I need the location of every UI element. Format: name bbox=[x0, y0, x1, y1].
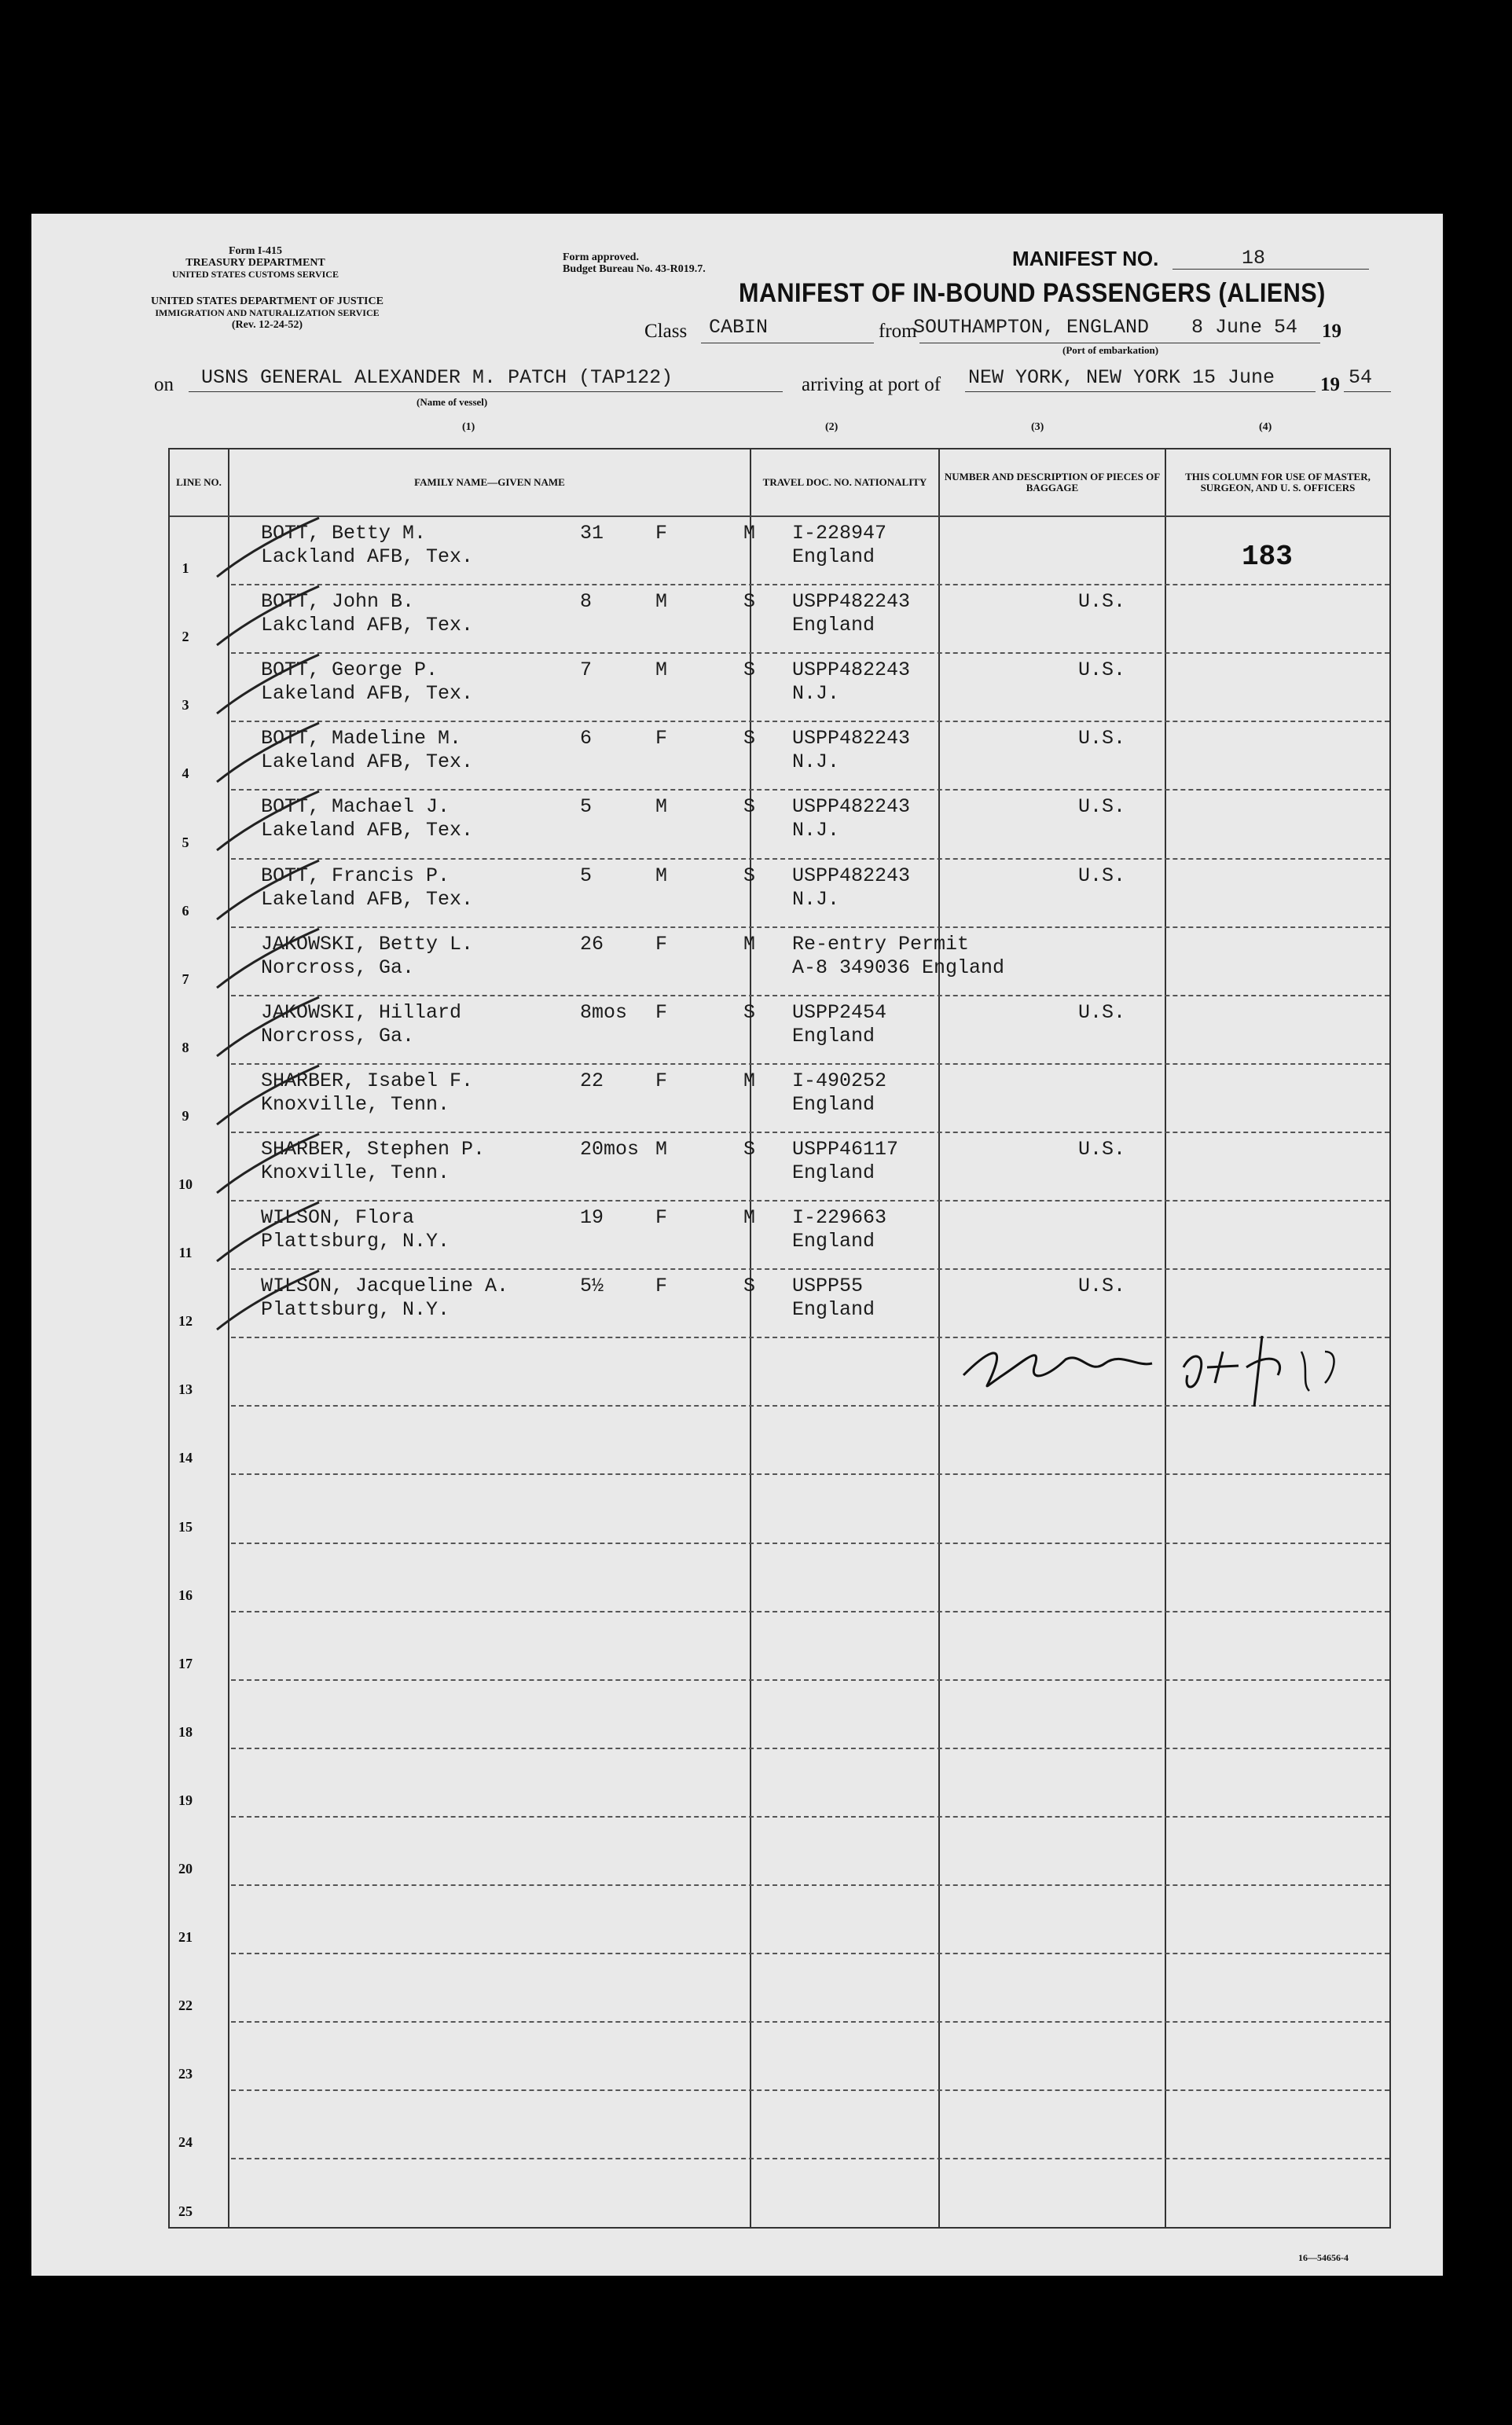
line-number: 18 bbox=[178, 1723, 193, 1740]
row-divider bbox=[231, 858, 1389, 860]
passenger-residence: Lackland AFB, Tex. bbox=[261, 545, 474, 568]
passenger-name: JAKOWSKI, Betty L. bbox=[261, 932, 474, 956]
line-number: 7 bbox=[182, 970, 189, 987]
nationality: N.J. bbox=[792, 819, 840, 842]
row-divider bbox=[231, 1884, 1389, 1886]
check-slash bbox=[209, 857, 327, 927]
from-value: SOUTHAMPTON, ENGLAND bbox=[913, 316, 1150, 339]
line-number: 25 bbox=[178, 2203, 193, 2219]
baggage: U.S. bbox=[1078, 1275, 1126, 1298]
arrival-year-rule bbox=[1344, 391, 1391, 392]
line-number: 12 bbox=[178, 1313, 193, 1330]
row-divider bbox=[231, 995, 1389, 996]
embark-year-label: 19 bbox=[1322, 321, 1341, 342]
line-number: 6 bbox=[182, 902, 189, 919]
header-family-name: FAMILY NAME—GIVEN NAME bbox=[414, 476, 565, 488]
line-number: 11 bbox=[178, 1245, 193, 1261]
line-number: 1 bbox=[182, 560, 189, 577]
row-divider bbox=[231, 1200, 1389, 1201]
passenger-residence: Lakeland AFB, Tex. bbox=[261, 750, 474, 774]
passenger-name: SHARBER, Stephen P. bbox=[261, 1137, 486, 1161]
form-header-left bbox=[134, 245, 377, 281]
form-approved-text: Form approved. bbox=[563, 251, 639, 263]
check-slash bbox=[209, 993, 327, 1064]
row-divider bbox=[231, 1543, 1389, 1544]
passenger-residence: Plattsburg, N.Y. bbox=[261, 1230, 450, 1253]
row-divider bbox=[231, 2021, 1389, 2023]
passenger-sex: M bbox=[655, 795, 668, 819]
passenger-table bbox=[168, 448, 1391, 2229]
header-line-no: LINE NO. bbox=[176, 476, 222, 488]
line-number: 3 bbox=[182, 697, 189, 714]
stamp-number: 183 bbox=[1242, 541, 1293, 573]
row-divider bbox=[231, 721, 1389, 722]
passenger-age: 8mos bbox=[580, 1000, 628, 1024]
baggage: U.S. bbox=[1078, 659, 1126, 682]
passenger-sex: M bbox=[655, 659, 668, 682]
passenger-name: WILSON, Jacqueline A. bbox=[261, 1275, 509, 1298]
row-divider bbox=[231, 584, 1389, 585]
travel-doc: USPP2454 bbox=[792, 1000, 887, 1024]
passenger-age: 31 bbox=[580, 522, 604, 545]
col-number-4: (4) bbox=[1259, 421, 1272, 433]
col-number-3: (3) bbox=[1031, 421, 1044, 433]
header-travel-doc: TRAVEL DOC. NO. NATIONALITY bbox=[762, 476, 927, 488]
line-number: 15 bbox=[178, 1518, 193, 1535]
row-divider bbox=[231, 2158, 1389, 2159]
check-slash bbox=[209, 787, 327, 858]
travel-doc: I-228947 bbox=[792, 522, 887, 545]
manifest-title: MANIFEST OF IN-BOUND PASSENGERS (ALIENS) bbox=[739, 278, 1326, 308]
check-slash bbox=[209, 1062, 327, 1132]
row-divider bbox=[231, 1953, 1389, 1954]
check-slash bbox=[209, 1198, 327, 1269]
header-baggage: NUMBER AND DESCRIPTION OF PIECES OF BAGGAGE bbox=[944, 471, 1161, 493]
line-number: 24 bbox=[178, 2134, 193, 2151]
row-divider bbox=[231, 926, 1389, 928]
nationality: England bbox=[792, 614, 875, 637]
passenger-name: BOTT, Francis P. bbox=[261, 864, 450, 887]
row-divider bbox=[231, 2089, 1389, 2091]
class-value: CABIN bbox=[709, 316, 769, 339]
passenger-marital: S bbox=[743, 864, 756, 887]
line-number: 13 bbox=[178, 1381, 193, 1398]
nationality: N.J. bbox=[792, 750, 840, 774]
passenger-marital: S bbox=[743, 1137, 756, 1161]
passenger-sex: F bbox=[655, 1275, 668, 1298]
line-number: 14 bbox=[178, 1450, 193, 1466]
row-divider bbox=[231, 1268, 1389, 1270]
row-divider bbox=[231, 1611, 1389, 1612]
nationality: England bbox=[792, 545, 875, 568]
row-divider bbox=[231, 1816, 1389, 1818]
manifest-page bbox=[31, 214, 1443, 2276]
passenger-sex: F bbox=[655, 1206, 668, 1229]
travel-doc: USPP55 bbox=[792, 1275, 864, 1298]
col-number-1: (1) bbox=[462, 421, 475, 433]
manifest-number-label: MANIFEST NO. bbox=[1012, 247, 1159, 270]
class-label: Class bbox=[644, 321, 688, 342]
form-number: Form I-415 bbox=[228, 245, 283, 257]
manifest-number-rule bbox=[1173, 269, 1369, 270]
passenger-marital: S bbox=[743, 1275, 756, 1298]
line-number: 10 bbox=[178, 1176, 193, 1192]
header-rule bbox=[170, 515, 1389, 517]
line-number: 16 bbox=[178, 1587, 193, 1603]
passenger-sex: F bbox=[655, 1000, 668, 1024]
passenger-marital: M bbox=[743, 932, 756, 956]
passenger-name: BOTT, Machael J. bbox=[261, 795, 450, 819]
line-number: 8 bbox=[182, 1039, 189, 1055]
embark-caption: (Port of embarkation) bbox=[1062, 344, 1159, 356]
header-officers: THIS COLUMN FOR USE OF MASTER, SURGEON, AND U. S. OFFICERS bbox=[1185, 471, 1371, 493]
baggage: U.S. bbox=[1078, 727, 1126, 750]
arriving-label: arriving at port of bbox=[802, 374, 941, 395]
passenger-residence: Norcross, Ga. bbox=[261, 1024, 415, 1047]
baggage: U.S. bbox=[1078, 1000, 1126, 1024]
baggage: U.S. bbox=[1078, 795, 1126, 819]
passenger-name: BOTT, John B. bbox=[261, 590, 415, 614]
line-number: 22 bbox=[178, 1998, 193, 2014]
row-divider bbox=[231, 1748, 1389, 1749]
passenger-marital: S bbox=[743, 659, 756, 682]
dept-ins: IMMIGRATION AND NATURALIZATION SERVICE bbox=[155, 307, 380, 318]
arrival-year-label: 19 bbox=[1320, 374, 1340, 395]
check-slash bbox=[209, 925, 327, 996]
passenger-age: 20mos bbox=[580, 1137, 640, 1161]
nationality: England bbox=[792, 1161, 875, 1184]
row-divider bbox=[231, 1679, 1389, 1681]
vessel-rule bbox=[189, 391, 783, 392]
passenger-age: 19 bbox=[580, 1206, 604, 1229]
passenger-sex: F bbox=[655, 932, 668, 956]
form-revision: (Rev. 12-24-52) bbox=[231, 319, 303, 331]
passenger-marital: S bbox=[743, 1000, 756, 1024]
check-slash bbox=[209, 514, 327, 585]
line-number: 23 bbox=[178, 2066, 193, 2082]
baggage: U.S. bbox=[1078, 590, 1126, 614]
passenger-age: 7 bbox=[580, 659, 593, 682]
check-slash bbox=[209, 719, 327, 790]
travel-doc: USPP482243 bbox=[792, 590, 911, 614]
row-divider bbox=[231, 652, 1389, 654]
nationality: England bbox=[792, 1024, 875, 1047]
passenger-sex: M bbox=[655, 1137, 668, 1161]
travel-doc: USPP482243 bbox=[792, 795, 911, 819]
arrival-port: NEW YORK, NEW YORK 15 June bbox=[968, 366, 1275, 389]
dept-justice: UNITED STATES DEPARTMENT OF JUSTICE bbox=[151, 295, 384, 307]
passenger-age: 8 bbox=[580, 590, 593, 614]
travel-doc: USPP482243 bbox=[792, 864, 911, 887]
travel-doc: USPP46117 bbox=[792, 1137, 899, 1161]
embark-date: 8 June 54 bbox=[1191, 316, 1298, 339]
vessel-caption: (Name of vessel) bbox=[417, 396, 488, 408]
travel-doc: I-229663 bbox=[792, 1206, 887, 1229]
nationality: England bbox=[792, 1298, 875, 1322]
line-number: 2 bbox=[182, 629, 189, 645]
passenger-residence: Plattsburg, N.Y. bbox=[261, 1298, 450, 1322]
officer-signature bbox=[956, 1320, 1396, 1414]
passenger-residence: Norcross, Ga. bbox=[261, 956, 415, 979]
baggage: U.S. bbox=[1078, 864, 1126, 887]
passenger-residence: Lakeland AFB, Tex. bbox=[261, 819, 474, 842]
check-slash bbox=[209, 651, 327, 721]
line-number: 20 bbox=[178, 1861, 193, 1877]
nationality: A-8 349036 England bbox=[792, 956, 1005, 979]
passenger-marital: M bbox=[743, 1206, 756, 1229]
row-divider bbox=[231, 1132, 1389, 1133]
row-divider bbox=[231, 1063, 1389, 1065]
travel-doc: Re-entry Permit bbox=[792, 932, 970, 956]
passenger-residence: Knoxville, Tenn. bbox=[261, 1092, 450, 1116]
passenger-sex: M bbox=[655, 864, 668, 887]
row-divider bbox=[231, 1473, 1389, 1475]
check-slash bbox=[209, 1130, 327, 1201]
passenger-age: 5 bbox=[580, 795, 593, 819]
passenger-sex: M bbox=[655, 590, 668, 614]
passenger-marital: S bbox=[743, 590, 756, 614]
dept-customs: UNITED STATES CUSTOMS SERVICE bbox=[172, 269, 339, 280]
passenger-marital: M bbox=[743, 522, 756, 545]
line-number: 4 bbox=[182, 765, 189, 782]
from-label: from bbox=[879, 321, 917, 342]
col-number-2: (2) bbox=[825, 421, 839, 433]
passenger-residence: Knoxville, Tenn. bbox=[261, 1161, 450, 1184]
passenger-sex: F bbox=[655, 727, 668, 750]
passenger-age: 5½ bbox=[580, 1275, 604, 1298]
passenger-name: BOTT, Betty M. bbox=[261, 522, 427, 545]
nationality: N.J. bbox=[792, 887, 840, 911]
baggage: U.S. bbox=[1078, 1137, 1126, 1161]
passenger-residence: Lakeland AFB, Tex. bbox=[261, 682, 474, 706]
line-number: 21 bbox=[178, 1929, 193, 1946]
passenger-residence: Lakcland AFB, Tex. bbox=[261, 614, 474, 637]
passenger-age: 22 bbox=[580, 1069, 604, 1092]
passenger-marital: M bbox=[743, 1069, 756, 1092]
passenger-sex: F bbox=[655, 522, 668, 545]
travel-doc: USPP482243 bbox=[792, 727, 911, 750]
dept-treasury: TREASURY DEPARTMENT bbox=[185, 257, 325, 269]
nationality: England bbox=[792, 1092, 875, 1116]
travel-doc: USPP482243 bbox=[792, 659, 911, 682]
passenger-residence: Lakeland AFB, Tex. bbox=[261, 887, 474, 911]
passenger-name: SHARBER, Isabel F. bbox=[261, 1069, 474, 1092]
passenger-age: 26 bbox=[580, 932, 604, 956]
travel-doc: I-490252 bbox=[792, 1069, 887, 1092]
nationality: N.J. bbox=[792, 682, 840, 706]
passenger-name: BOTT, George P. bbox=[261, 659, 439, 682]
nationality: England bbox=[792, 1230, 875, 1253]
line-number: 5 bbox=[182, 834, 189, 850]
passenger-marital: S bbox=[743, 795, 756, 819]
arrival-year-value: 54 bbox=[1349, 366, 1373, 389]
footer-code: 16—54656-4 bbox=[1298, 2252, 1349, 2263]
passenger-name: BOTT, Madeline M. bbox=[261, 727, 462, 750]
passenger-marital: S bbox=[743, 727, 756, 750]
form-header-justice bbox=[149, 295, 385, 331]
arrival-rule bbox=[965, 391, 1316, 392]
passenger-age: 5 bbox=[580, 864, 593, 887]
passenger-name: JAKOWSKI, Hillard bbox=[261, 1000, 462, 1024]
passenger-age: 6 bbox=[580, 727, 593, 750]
check-slash bbox=[209, 1267, 327, 1337]
check-slash bbox=[209, 582, 327, 653]
line-number: 17 bbox=[178, 1655, 193, 1671]
row-divider bbox=[231, 789, 1389, 791]
form-approval bbox=[563, 251, 706, 275]
passenger-name: WILSON, Flora bbox=[261, 1206, 415, 1229]
budget-bureau-text: Budget Bureau No. 43-R019.7. bbox=[563, 263, 706, 275]
manifest-number-value: 18 bbox=[1242, 247, 1266, 270]
line-number: 19 bbox=[178, 1792, 193, 1808]
vessel-name: USNS GENERAL ALEXANDER M. PATCH (TAP122) bbox=[201, 366, 673, 389]
on-label: on bbox=[154, 374, 174, 395]
passenger-sex: F bbox=[655, 1069, 668, 1092]
line-number: 9 bbox=[182, 1107, 189, 1124]
